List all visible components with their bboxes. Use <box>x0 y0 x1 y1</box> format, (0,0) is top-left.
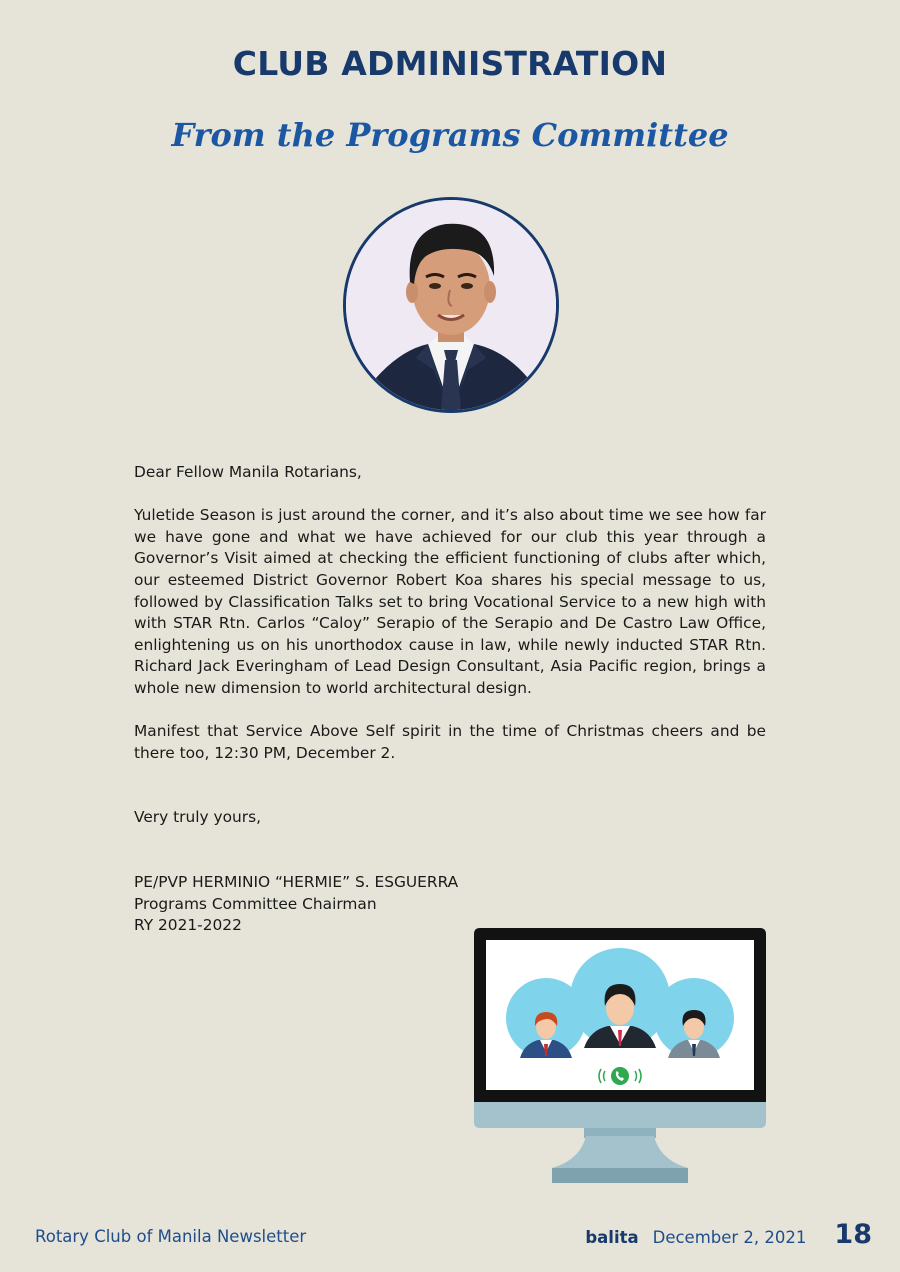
signature-year: RY 2021-2022 <box>134 916 242 935</box>
section-title: CLUB ADMINISTRATION <box>232 44 668 83</box>
letter-paragraph: Yuletide Season is just around the corner, and it’s also about time we see how far we have gone and what we have achieved for our club this year through a Governor’s Visit aimed at checking the efficient functioning of clubs after which, our esteemed District Governor Robert Koa shares his special message to us, followed by Classification Talks set to bring Vocational Service to a new high with with STAR Rtn. Carlos “Caloy” Serapio of the Serapio and De Castro Law Office, enlightening us on his unorthodox cause in law, while newly inducted STAR Rtn. Richard Jack Everingham of Lead Design Consultant, Asia Pacific region, brings a whole new dimension to world architectural design. <box>134 506 766 697</box>
issue-date: December 2, 2021 <box>652 1228 807 1247</box>
letter-salutation: Dear Fellow Manila Rotarians, <box>134 463 362 481</box>
letter-closing: Very truly yours, <box>134 808 262 827</box>
letter-paragraph: Manifest that Service Above Self spirit in the time of Christmas cheers and be there too, 12:30 PM, December 2. <box>134 722 766 762</box>
video-call-monitor-illustration <box>474 928 766 1184</box>
letter-body <box>134 462 766 937</box>
newsletter-brand: balita <box>585 1228 639 1247</box>
signature-title: Programs Committee Chairman <box>134 894 377 913</box>
portrait-photo <box>343 197 559 413</box>
page-number: 18 <box>834 1219 872 1250</box>
signature-block <box>134 872 766 937</box>
section-subtitle: From the Programs Committee <box>171 116 729 154</box>
newsletter-name: Rotary Club of Manila Newsletter <box>35 1227 307 1246</box>
footer-info <box>585 1219 872 1250</box>
signature-name: PE/PVP HERMINIO “HERMIE” S. ESGUERRA <box>134 872 459 891</box>
